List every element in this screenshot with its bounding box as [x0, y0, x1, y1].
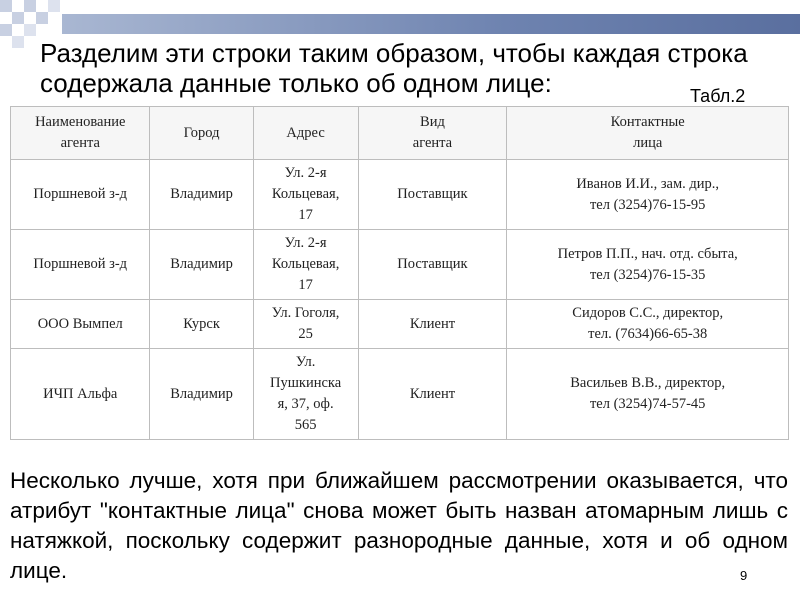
- cell-agent-name: ООО Вымпел: [11, 300, 150, 349]
- cell-agent-name: ИЧП Альфа: [11, 349, 150, 440]
- cell-agent-type: Поставщик: [358, 230, 507, 300]
- cell-agent-name: Поршневой з-д: [11, 160, 150, 230]
- table-row: [11, 349, 789, 440]
- header-address: Адрес: [253, 107, 358, 160]
- header-contacts: Контактные лица: [507, 107, 789, 160]
- cell-contacts: Иванов И.И., зам. дир., тел (3254)76-15-95: [507, 160, 789, 230]
- cell-contacts: Сидоров С.С., директор, тел. (7634)66-65-38: [507, 300, 789, 349]
- cell-address: Ул. 2-я Кольцевая, 17: [253, 230, 358, 300]
- header-agent-name: Наименование агента: [11, 107, 150, 160]
- table-header-row: [11, 107, 789, 160]
- slide-body-text: Несколько лучше, хотя при ближайшем рассмотрении оказывается, что атрибут "контактные лица" снова может быть назван атомарным лишь с натяжкой, поскольку содержит разнородные данные, хотя и об одном лице.: [10, 468, 788, 583]
- cell-contacts: Петров П.П., нач. отд. сбыта, тел (3254)76-15-35: [507, 230, 789, 300]
- cell-agent-type: Клиент: [358, 300, 507, 349]
- table-row: [11, 300, 789, 349]
- table-caption: Табл.2: [690, 86, 746, 106]
- cell-address: Ул. Пушкинска я, 37, оф. 565: [253, 349, 358, 440]
- table-row: [11, 160, 789, 230]
- cell-address: Ул. 2-я Кольцевая, 17: [253, 160, 358, 230]
- cell-city: Владимир: [150, 160, 253, 230]
- agents-table: [10, 106, 789, 440]
- top-decor-bar: [62, 14, 800, 34]
- slide-title: Разделим эти строки таким образом, чтобы каждая строка содержала данные только об одном лице:: [40, 38, 748, 98]
- cell-contacts: Васильев В.В., директор, тел (3254)74-57-45: [507, 349, 789, 440]
- header-agent-type: Вид агента: [358, 107, 507, 160]
- cell-agent-name: Поршневой з-д: [11, 230, 150, 300]
- header-city: Город: [150, 107, 253, 160]
- page-number: 9: [740, 568, 748, 583]
- cell-city: Владимир: [150, 349, 253, 440]
- cell-city: Владимир: [150, 230, 253, 300]
- cell-agent-type: Клиент: [358, 349, 507, 440]
- table-row: [11, 230, 789, 300]
- cell-city: Курск: [150, 300, 253, 349]
- cell-address: Ул. Гоголя, 25: [253, 300, 358, 349]
- cell-agent-type: Поставщик: [358, 160, 507, 230]
